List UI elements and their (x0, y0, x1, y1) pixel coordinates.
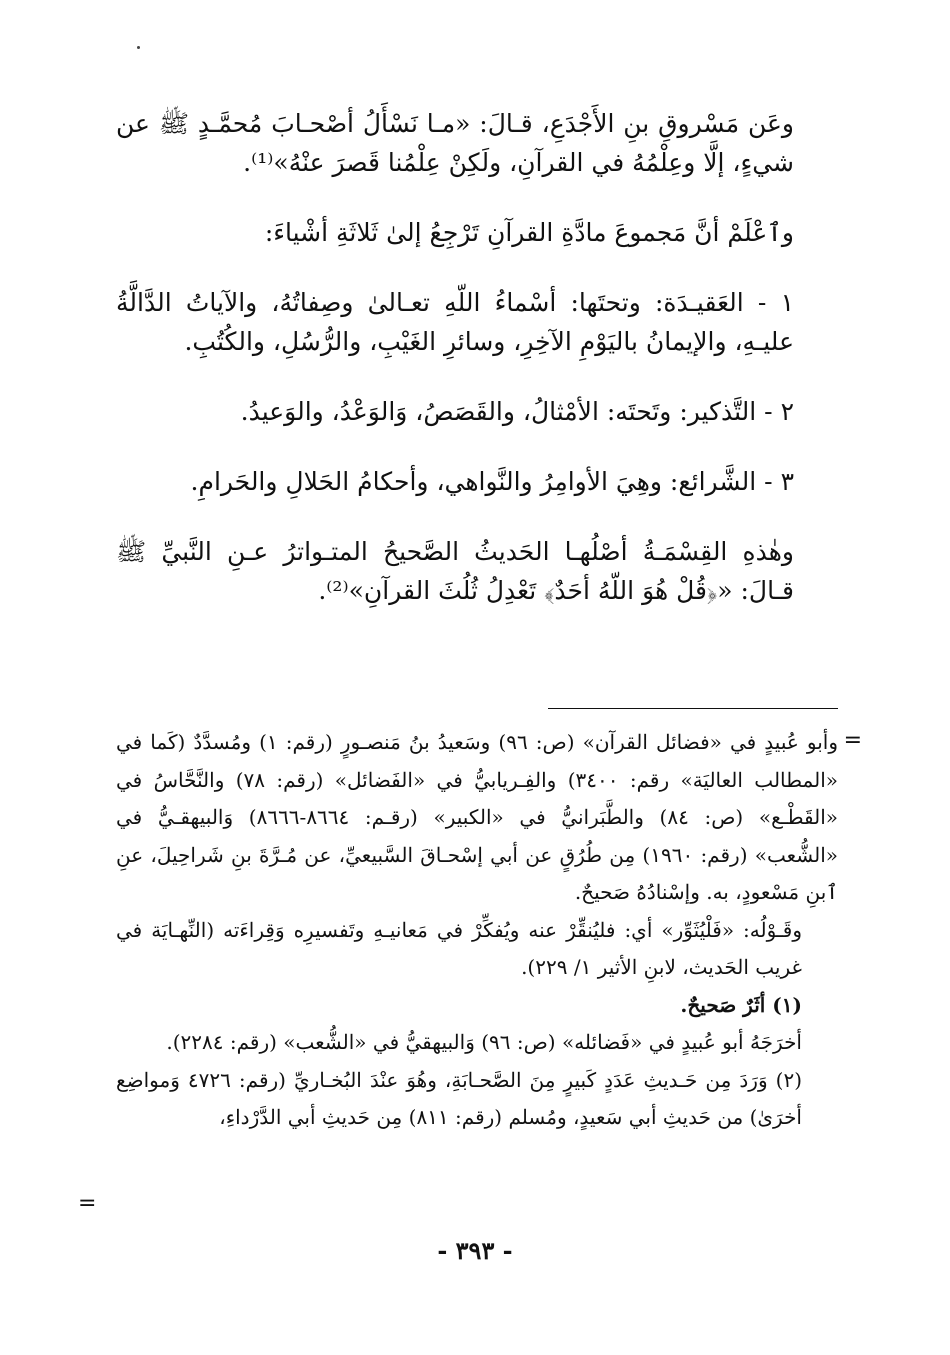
paragraph-masruq: وعَن مَسْروقِ بنِ الأَجْدَعِ، قـالَ: «مـا نَسْأَلُ أصْحـابَ مُحمَّـدٍ ﷺ عن شيءٍ، إلَّا وعِلْمُهُ في القرآنِ، ولَكِنْ عِلْمُنا قَصرَ عنْهُ»⁽¹⁾. (116, 109, 794, 177)
footnote-separator (548, 708, 838, 709)
paragraph-tadhkir: ٢ - التَّذكير: وتَحتَه: الأمْثالُ، والقَصَصُ، وَالوَعْدُ، والوَعيدُ. (240, 397, 794, 426)
main-body-text (116, 104, 838, 610)
paragraph-aqeedah: ١ - العَقيـدَة: وتحتَها: أسْماءُ اللّهِ تعـالىٰ وصِفاتُهُ، والآياتُ الدَّالَّةُ عليـهِ، والإيمانُ باليَوْمِ الآخِرِ، وسائرِ الغَيْبِ، والرُّسُلِ، والكُتُبِ. (116, 288, 794, 356)
footnote-yuthawwir-explanation: وقَـوْلُه: «فَلْيُثَوِّر» أي: فليُنقِّرْ عنه ويُفكِّرْ في مَعانيـهِ وتَفسيرِه وَقِراءَته (النِّهـايَة في غريب الحَديث، لابنِ الأثير ١/ ٢٢٩). (116, 917, 802, 979)
paragraph-sharaai: ٣ - الشَّرائع: وهِيَ الأوامِرُ والنَّواهي، وأحكامُ الحَلالِ والحَرامِ. (190, 467, 794, 496)
footnote-2-text: (٢) وَرَدَ مِن حَـديثِ عَدَدٍ كَبيرٍ مِنَ الصَّحـابَةِ، وهُوَ عنْدَ البُخـاريِّ (رقم: ٤٧٢٦ وَمواضِع أخرَىٰ) من حَديثِ أبي سَعيدٍ، ومُسلم (رقم: ٨١١) مِن حَديثِ أبي الدَّرْداءِ، (116, 1067, 802, 1129)
footnote-1-label: (١) أثَرٌ صَحيحٌ. (680, 992, 802, 1017)
footnote-continued-citations: وأبو عُبيدٍ في «فضائل القرآن» (ص: ٩٦) وسَعيدُ بنُ مَنصـورٍ (رقم: ١) ومُسدَّدٌ (كَما في «المطالب العاليَة» رقم: ٣٤٠٠) والفِـريابيُّ في «الفَضائل» (رقم: ٧٨) والنَّحَّاسُ في «القَطْـع» (ص: ٨٤) والطَّبَرانيُّ في «الكبير» (رقـم: ٨٦٦٤-٨٦٦٦) وَالبيهقـيُّ في «الشُّعب» (رقم: ١٩٦٠) مِن طُرُقٍ عن أبي إسْحـاقَ السَّبيعيِّ، عن مُـرَّةَ بنِ شَراحِيلَ، عنِ ٱبنِ مَسْعودٍ، به. وإسْنادُهُ صَحيحٌ. (116, 730, 838, 904)
paragraph-quran-content-intro: وٱعْلَمْ أنَّ مَجموعَ مادَّةِ القرآنِ تَرْجِعُ إلىٰ ثَلاثَةِ أشْياءَ: (264, 218, 794, 247)
footnotes (116, 724, 838, 1137)
footnote-continuation-start: = (843, 728, 862, 753)
footnote-1-text: أخرَجَهُ أبو عُبيدٍ في «فَضائله» (ص: ٩٦) وَالبيهقيُّ في «الشُّعب» (رقم: ٢٢٨٤). (166, 1030, 802, 1054)
footnote-continuation-end: = (78, 1191, 97, 1216)
page-number: - ٣٩٣ - (437, 1236, 513, 1265)
paragraph-hadith-division: وهٰذهِ القِسْمَـةُ أصْلُهـا الحَديثُ الصَّحيحُ المتـواترُ عـنِ النَّبيِّ ﷺ قـالَ: «﴿قُلْ هُوَ اللّهُ أحَدٌ﴾ تَعْدِلُ ثُلُثَ القرآنِ»⁽²⁾. (116, 537, 794, 605)
scan-speck (137, 46, 140, 49)
